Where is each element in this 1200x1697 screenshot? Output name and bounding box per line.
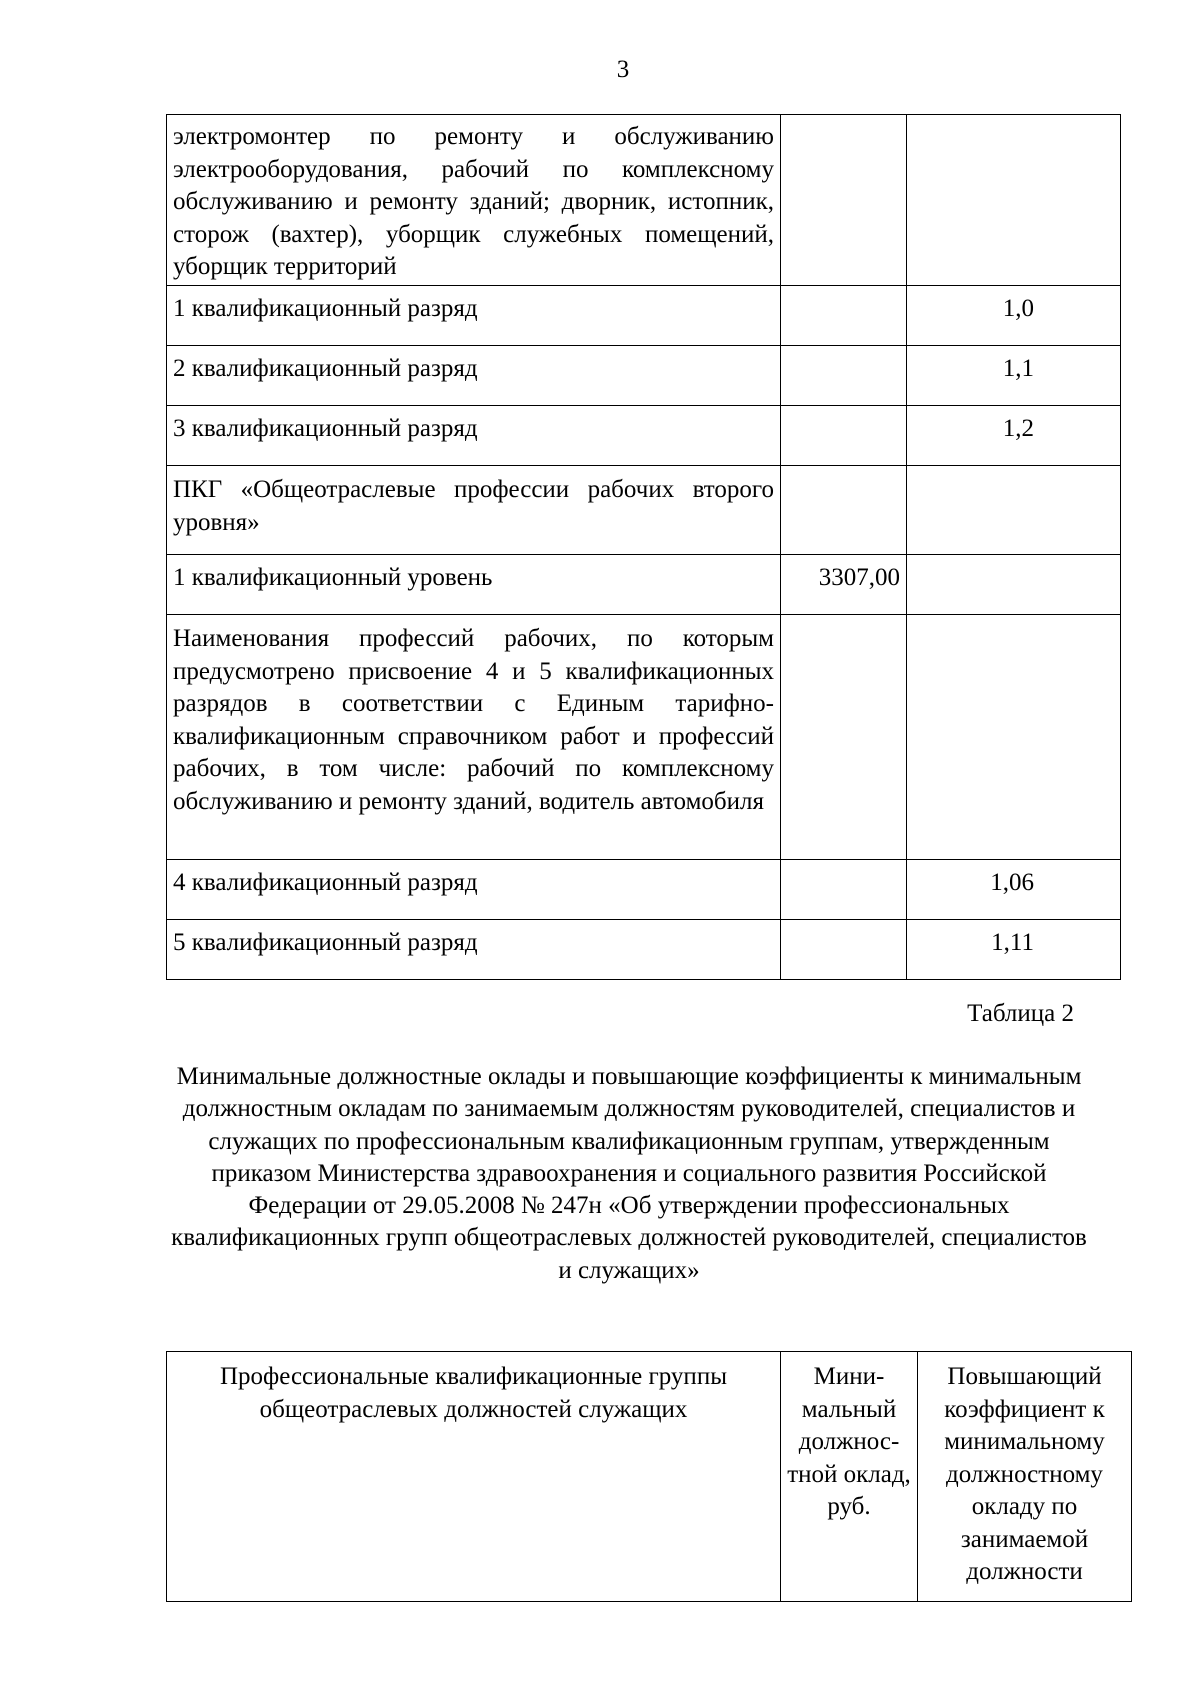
row-coefficient [907, 555, 1121, 615]
row-salary [781, 920, 907, 980]
table-row [167, 286, 1121, 346]
row-coefficient: 1,11 [907, 920, 1121, 980]
page-number: 3 [616, 56, 630, 83]
row-salary [781, 346, 907, 406]
row-description: 2 квалификационный разряд [167, 346, 781, 406]
table-row [167, 555, 1121, 615]
table-row [167, 615, 1121, 860]
table-row [167, 346, 1121, 406]
salary-table-2 [166, 1351, 1132, 1602]
row-salary [781, 406, 907, 466]
row-salary: 3307,00 [781, 555, 907, 615]
row-salary [781, 615, 907, 860]
row-coefficient [907, 115, 1121, 286]
row-coefficient: 1,06 [907, 860, 1121, 920]
row-coefficient: 1,0 [907, 286, 1121, 346]
row-description: Наименования профессий рабочих, по которым предусмотрено присвоение 4 и 5 квалификационных разрядов в соответствии с Единым тарифно-квалификационным справочником работ и профессий рабочих, в том числе: рабочий по комплексному обслуживанию и ремонту зданий, водитель автомобиля [167, 615, 781, 860]
table-row [167, 406, 1121, 466]
row-salary [781, 115, 907, 286]
row-salary [781, 860, 907, 920]
row-salary [781, 286, 907, 346]
row-description: 1 квалификационный уровень [167, 555, 781, 615]
salary-table-1 [166, 114, 1121, 980]
table-row [167, 920, 1121, 980]
header-min-salary: Мини-мальный должнос-тной оклад, руб. [781, 1352, 918, 1602]
table-title: Минимальные должностные оклады и повышающие коэффициенты к минимальным должностным окладам по занимаемым должностям руководителей, специалистов и служащих по профессиональным квалификационным группам, утвержденным приказом Министерства здравоохранения и социального развития Российской Федерации от 29.05.2008 № 247н «Об утверждении профессиональных квалификационных групп общеотраслевых должностей руководителей, специалистов и служащих» [171, 1063, 1087, 1284]
table-caption: Таблица 2 [967, 1000, 1074, 1027]
row-coefficient [907, 466, 1121, 555]
header-groups: Профессиональные квалификационные группы общеотраслевых должностей служащих [167, 1352, 781, 1602]
row-description: 4 квалификационный разряд [167, 860, 781, 920]
row-description: ПКГ «Общеотраслевые профессии рабочих второго уровня» [167, 466, 781, 555]
header-coefficient: Повышающий коэффициент к минимальному должностному окладу по занимаемой должности [918, 1352, 1132, 1602]
row-description: 1 квалификационный разряд [167, 286, 781, 346]
row-description: электромонтер по ремонту и обслуживанию электрооборудования, рабочий по комплексному обслуживанию и ремонту зданий; дворник, истопник, сторож (вахтер), уборщик служебных помещений, уборщик территорий [167, 115, 781, 286]
table-row [167, 115, 1121, 286]
row-salary [781, 466, 907, 555]
row-coefficient [907, 615, 1121, 860]
row-description: 3 квалификационный разряд [167, 406, 781, 466]
row-coefficient: 1,2 [907, 406, 1121, 466]
table-row [167, 860, 1121, 920]
table-row [167, 466, 1121, 555]
row-description: 5 квалификационный разряд [167, 920, 781, 980]
row-coefficient: 1,1 [907, 346, 1121, 406]
table-header-row [167, 1352, 1132, 1602]
